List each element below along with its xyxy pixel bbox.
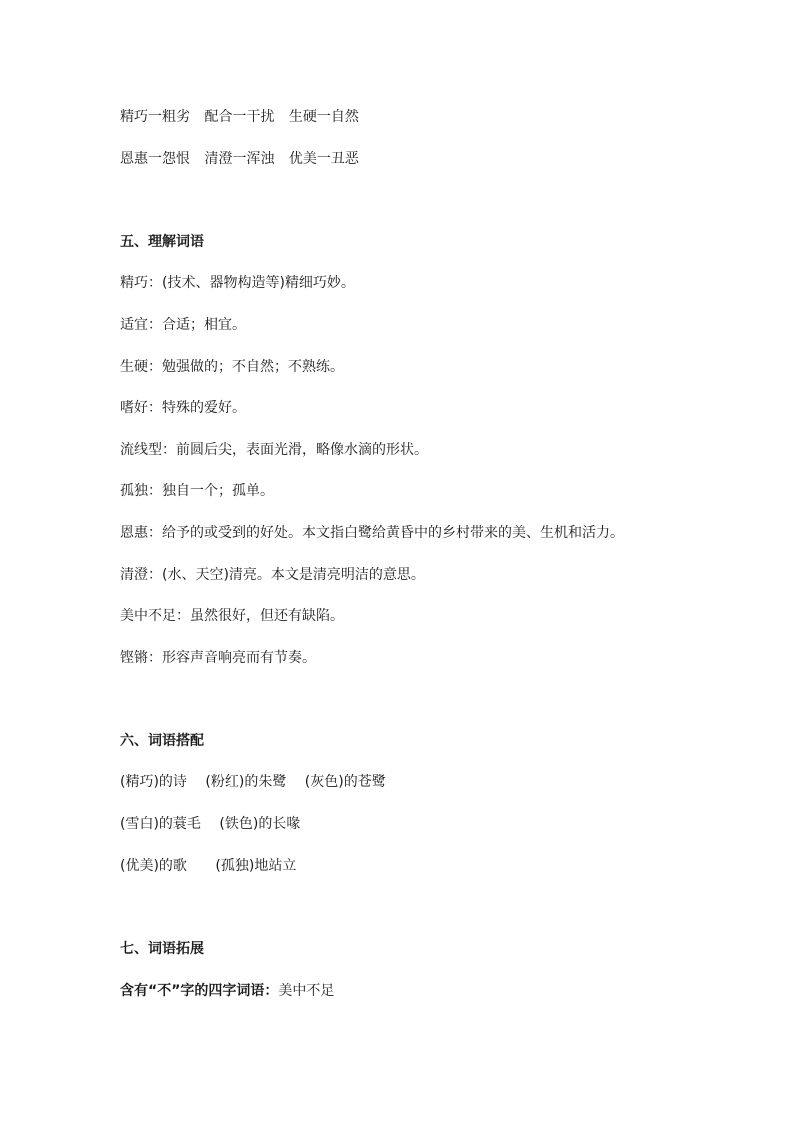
- definition-item: 清澄：(水、天空)清亮。本文是清亮明洁的意思。: [120, 567, 425, 583]
- antonym-pair: 生硬一自然: [288, 109, 359, 125]
- definition-item: 精巧：(技术、器物构造等)精细巧妙。: [120, 275, 355, 291]
- collocation: (精巧)的诗: [120, 774, 187, 790]
- collocation: (雪白)的蓑毛: [120, 816, 201, 832]
- collocation-row-2: [120, 814, 740, 834]
- definition-item: 恩惠：给予的或受到的好处。本文指白鹭给黄昏中的乡村带来的美、生机和活力。: [120, 525, 624, 541]
- collocation: (孤独)地站立: [215, 858, 297, 874]
- definition-item: 嗜好：特殊的爱好。: [120, 400, 246, 416]
- section-5-title: 五、理解词语: [120, 234, 204, 250]
- definition-item: 美中不足：虽然很好，但还有缺陷。: [120, 608, 344, 624]
- definition-item: 适宜：合适；相宜。: [120, 317, 246, 333]
- extension-label: 含有“不”字的四字词语：: [120, 983, 279, 999]
- collocation: (粉红)的朱鹭: [205, 774, 287, 790]
- antonym-pair: 配合一干扰: [204, 109, 275, 125]
- antonym-pair: 精巧一粗劣: [120, 109, 190, 125]
- definition-item: 生硬：勉强做的；不自然；不熟练。: [120, 359, 344, 375]
- collocation: (灰色)的苍鹭: [304, 774, 386, 790]
- antonym-pair: 恩惠一怨恨: [120, 151, 190, 167]
- definition-item: 铿锵：形容声音响亮而有节奏。: [120, 650, 316, 666]
- section-7-title: 七、词语拓展: [120, 941, 204, 957]
- collocation: (优美)的歌: [120, 858, 187, 874]
- antonym-row-2: [120, 149, 740, 169]
- definition-item: 流线型：前圆后尖，表面光滑，略像水滴的形状。: [120, 442, 428, 458]
- antonym-row-1: [120, 107, 740, 127]
- extension-value: 美中不足: [278, 983, 335, 999]
- collocation-row-3: [120, 856, 740, 876]
- collocation: (铁色)的长喙: [219, 816, 301, 832]
- collocation-row-1: [120, 772, 740, 792]
- antonym-pair: 清澄一浑浊: [204, 151, 275, 167]
- definition-item: 孤独：独自一个；孤单。: [120, 483, 274, 499]
- section-6-title: 六、词语搭配: [120, 733, 204, 749]
- extension-line: [120, 981, 740, 1001]
- antonym-pair: 优美一丑恶: [288, 151, 359, 167]
